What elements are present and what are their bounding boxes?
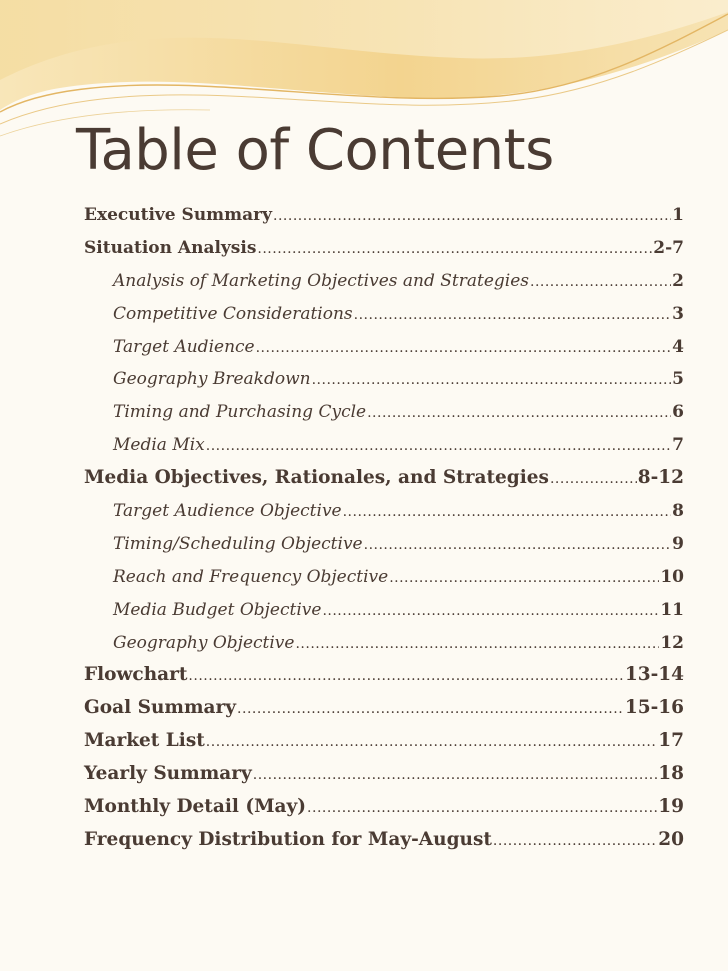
toc-subentry [84, 429, 684, 462]
toc-entry-label: Media Objectives, Rationales, and Strategies [84, 467, 549, 489]
toc-page-number: 6 [672, 402, 684, 423]
toc-page-number: 3 [672, 303, 684, 324]
dot-leader [364, 529, 672, 562]
dot-leader [237, 693, 624, 726]
toc-page-number: 2-7 [653, 237, 684, 258]
dot-leader [322, 595, 659, 628]
toc-page-number: 18 [658, 763, 684, 785]
toc-page-number: 19 [658, 796, 684, 818]
toc-entry-label: Analysis of Marketing Objectives and Strategies [113, 270, 529, 291]
toc-subentry [84, 627, 684, 660]
toc-entry-label: Situation Analysis [84, 237, 257, 258]
dot-leader [389, 562, 659, 595]
toc-page-number: 13-14 [624, 664, 684, 686]
toc-entry [84, 692, 684, 725]
toc-entry-label: Flowchart [84, 664, 188, 686]
dot-leader [367, 397, 671, 430]
toc-entry-label: Monthly Detail (May) [84, 796, 307, 818]
toc-subentry [84, 528, 684, 561]
toc-entry-label: Geography Objective [113, 632, 295, 653]
dot-leader [493, 825, 657, 858]
toc-entry-label: Competitive Considerations [113, 303, 353, 324]
dot-leader [550, 463, 637, 496]
toc-page-number: 9 [672, 533, 684, 554]
toc-page-number: 20 [658, 828, 684, 850]
dot-leader [343, 496, 672, 529]
toc-subentry [84, 331, 684, 364]
toc-page-number: 4 [672, 336, 684, 357]
toc-entry-label: Media Mix [113, 435, 205, 456]
toc-entry [84, 725, 684, 758]
toc-page-number: 7 [672, 435, 684, 456]
toc-entry [84, 199, 684, 232]
dot-leader [354, 299, 672, 332]
toc-entry-label: Geography Breakdown [113, 369, 311, 390]
toc-entry-label: Timing and Purchasing Cycle [113, 402, 367, 423]
toc-page-number: 15-16 [624, 697, 684, 719]
toc-page-number: 8-12 [637, 467, 684, 489]
toc-subentry [84, 265, 684, 298]
toc-entry-label: Yearly Summary [84, 763, 252, 785]
toc-subentry [84, 396, 684, 429]
toc-page-number: 11 [660, 599, 684, 620]
toc-page-number: 8 [672, 501, 684, 522]
dot-leader [206, 430, 671, 463]
dot-leader [273, 200, 671, 233]
dot-leader [188, 660, 623, 693]
toc-subentry [84, 594, 684, 627]
toc-entry-label: Reach and Frequency Objective [113, 566, 389, 587]
toc-page-number: 5 [672, 369, 684, 390]
toc-entry [84, 758, 684, 791]
dot-leader [256, 332, 672, 365]
toc-entry [84, 232, 684, 265]
dot-leader [312, 364, 672, 397]
toc-entry-label: Target Audience [113, 336, 255, 357]
toc-entry [84, 462, 684, 495]
toc-page-number: 1 [672, 205, 684, 225]
dot-leader [257, 233, 652, 266]
toc-entry-label: Market List [84, 730, 205, 752]
toc-subentry [84, 495, 684, 528]
toc-subentry [84, 298, 684, 331]
toc-entry-label: Target Audience Objective [113, 501, 342, 522]
dot-leader [295, 628, 659, 661]
toc-page-number: 10 [660, 566, 684, 587]
toc-entry [84, 791, 684, 824]
page-title: Table of Contents [76, 118, 554, 183]
table-of-contents [84, 199, 684, 857]
toc-page-number: 17 [658, 730, 684, 752]
dot-leader [253, 759, 657, 792]
toc-entry-label: Goal Summary [84, 697, 237, 719]
toc-entry-label: Executive Summary [84, 205, 273, 225]
dot-leader [307, 792, 657, 825]
toc-entry-label: Timing/Scheduling Objective [113, 533, 363, 554]
toc-subentry [84, 561, 684, 594]
dot-leader [530, 266, 671, 299]
toc-page-number: 2 [672, 270, 684, 291]
dot-leader [206, 726, 657, 759]
toc-entry [84, 824, 684, 857]
toc-entry-label: Frequency Distribution for May-August [84, 828, 492, 850]
toc-entry-label: Media Budget Objective [113, 599, 322, 620]
toc-entry [84, 659, 684, 692]
toc-subentry [84, 363, 684, 396]
toc-page-number: 12 [660, 632, 684, 653]
